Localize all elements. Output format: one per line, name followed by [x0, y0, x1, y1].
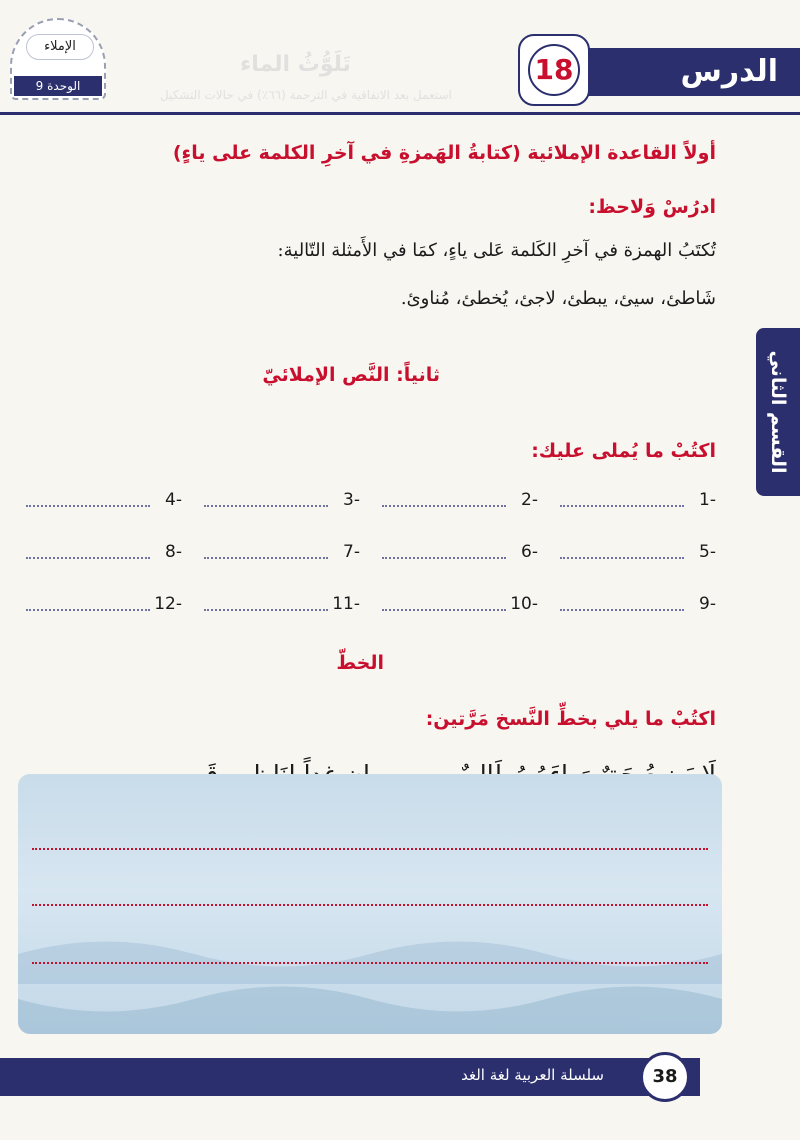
header-divider: [0, 112, 800, 115]
answer-line[interactable]: [382, 505, 506, 507]
item-number: 9-: [699, 594, 716, 614]
answer-line[interactable]: [26, 505, 150, 507]
answer-line[interactable]: [204, 609, 328, 611]
item-number: 2-: [521, 490, 538, 510]
ghost-subtitle: استعمل بعد الاتفاقية في الترجمة (٦٦٪) في حالات التشكيل: [160, 88, 452, 102]
dictation-section-title: ثانياً: النَّص الإملائيّ: [262, 364, 440, 386]
wave-decoration: [18, 974, 722, 1034]
dictation-item[interactable]: [556, 488, 716, 518]
unit-badge: [10, 18, 106, 100]
item-number: 12-: [154, 594, 182, 614]
dictation-item[interactable]: [22, 592, 182, 622]
handwriting-instruction: اكتُبْ ما يلي بخطِّ النَّسخ مَرَّتين:: [425, 708, 716, 730]
lesson-label: الدرس: [680, 54, 778, 89]
item-number: 6-: [521, 542, 538, 562]
rule-section-title: أولاً القاعدة الإملائية (كتابةُ الهَمزةِ في آخرِ الكلمة على ياءٍ): [172, 142, 716, 164]
dictation-item[interactable]: [378, 592, 538, 622]
unit-topic: الإملاء: [26, 34, 94, 60]
answer-line[interactable]: [204, 505, 328, 507]
item-number: 3-: [343, 490, 360, 510]
footer-bar: [0, 1058, 700, 1096]
dictation-item[interactable]: [378, 488, 538, 518]
dictation-item[interactable]: [200, 488, 360, 518]
answer-line[interactable]: [382, 609, 506, 611]
writing-line[interactable]: [32, 904, 708, 906]
unit-number: الوحدة 9: [14, 76, 102, 96]
answer-line[interactable]: [560, 505, 684, 507]
dictation-row: [46, 488, 716, 518]
lesson-number: 18: [528, 44, 580, 96]
dictation-item[interactable]: [556, 592, 716, 622]
dictation-row: [46, 540, 716, 570]
item-number: 7-: [343, 542, 360, 562]
dictation-item[interactable]: [200, 592, 360, 622]
answer-line[interactable]: [382, 557, 506, 559]
dictation-item[interactable]: [378, 540, 538, 570]
dictation-item[interactable]: [556, 540, 716, 570]
ghost-title: تَلَوُّثُ الماء: [240, 52, 351, 77]
dictation-row: [46, 592, 716, 622]
side-tab-label: القسم الثاني: [767, 350, 789, 474]
dictation-item[interactable]: [22, 488, 182, 518]
handwriting-section-title: الخطّ: [336, 652, 384, 674]
study-label: ادرُسْ وَلاحظ:: [588, 196, 716, 218]
answer-line[interactable]: [26, 557, 150, 559]
dictation-instruction: اكتُبْ ما يُملى عليك:: [531, 440, 716, 462]
rule-examples: شَاطئ، سيئ، يبطئ، لاجئ، يُخطئ، مُناوئ.: [400, 288, 716, 309]
page-number: 38: [640, 1052, 690, 1102]
item-number: 1-: [699, 490, 716, 510]
writing-line[interactable]: [32, 848, 708, 850]
lesson-number-frame: [518, 34, 590, 106]
item-number: 11-: [332, 594, 360, 614]
item-number: 4-: [165, 490, 182, 510]
item-number: 10-: [510, 594, 538, 614]
dictation-item[interactable]: [200, 540, 360, 570]
writing-line[interactable]: [32, 962, 708, 964]
answer-line[interactable]: [204, 557, 328, 559]
item-number: 8-: [165, 542, 182, 562]
series-title: سلسلة العربية لغة الغد: [461, 1066, 604, 1084]
rule-text: تُكتَبُ الهمزة في آخرِ الكَلمة عَلى ياءٍ، كمَا في الأَمثلة التّالية:: [277, 240, 716, 261]
handwriting-panel: [18, 774, 722, 1034]
answer-line[interactable]: [26, 609, 150, 611]
section-side-tab: [756, 328, 800, 496]
answer-line[interactable]: [560, 609, 684, 611]
dictation-item[interactable]: [22, 540, 182, 570]
item-number: 5-: [699, 542, 716, 562]
answer-line[interactable]: [560, 557, 684, 559]
